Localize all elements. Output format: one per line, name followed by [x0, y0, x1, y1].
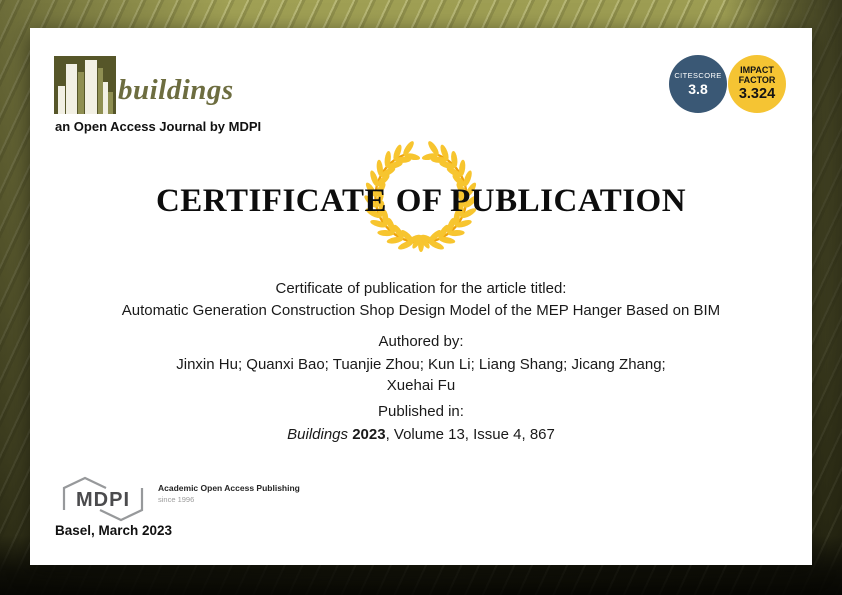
journal-logotype: buildings	[118, 74, 234, 106]
authors-line-1: Jinxin Hu; Quanxi Bao; Tuanjie Zhou; Kun Li; Liang Shang; Jicang Zhang;	[176, 356, 666, 373]
journal-tagline: an Open Access Journal by MDPI	[55, 119, 262, 134]
authored-by-label: Authored by:	[378, 333, 464, 350]
impact-factor-badge	[728, 55, 786, 113]
impact-factor-value: 3.324	[738, 86, 776, 103]
certificate-title: CERTIFICATE OF PUBLICATION	[155, 183, 687, 219]
citescore-badge	[669, 55, 727, 113]
metric-badges	[669, 55, 786, 113]
buildings-logo-icon	[54, 56, 116, 119]
mdpi-wordmark: MDPI	[76, 489, 130, 511]
authors-list	[30, 354, 812, 396]
certificate-card	[30, 28, 812, 565]
article-title: Automatic Generation Construction Shop Design Model of the MEP Hanger Based on BIM	[121, 302, 721, 319]
publisher-desc-line1: Academic Open Access Publishing	[158, 483, 300, 493]
publisher-since: since 1996	[158, 495, 195, 504]
authors-line-2: Xuehai Fu	[386, 377, 456, 394]
mdpi-logo	[54, 476, 152, 527]
journal-name-italic: Buildings	[287, 426, 353, 443]
place-date: Basel, March 2023	[55, 523, 173, 538]
publication-line	[30, 424, 812, 446]
citescore-value: 3.8	[688, 81, 708, 97]
intro-text: Certificate of publication for the article titled:	[275, 280, 567, 297]
citescore-label: CITESCORE	[674, 71, 722, 80]
publisher-description	[158, 483, 300, 504]
publication-details: , Volume 13, Issue 4, 867	[385, 426, 555, 443]
publication-year: 2023	[352, 426, 386, 443]
published-in-label: Published in:	[378, 403, 464, 420]
impact-factor-label: IMPACT FACTOR	[738, 64, 776, 85]
